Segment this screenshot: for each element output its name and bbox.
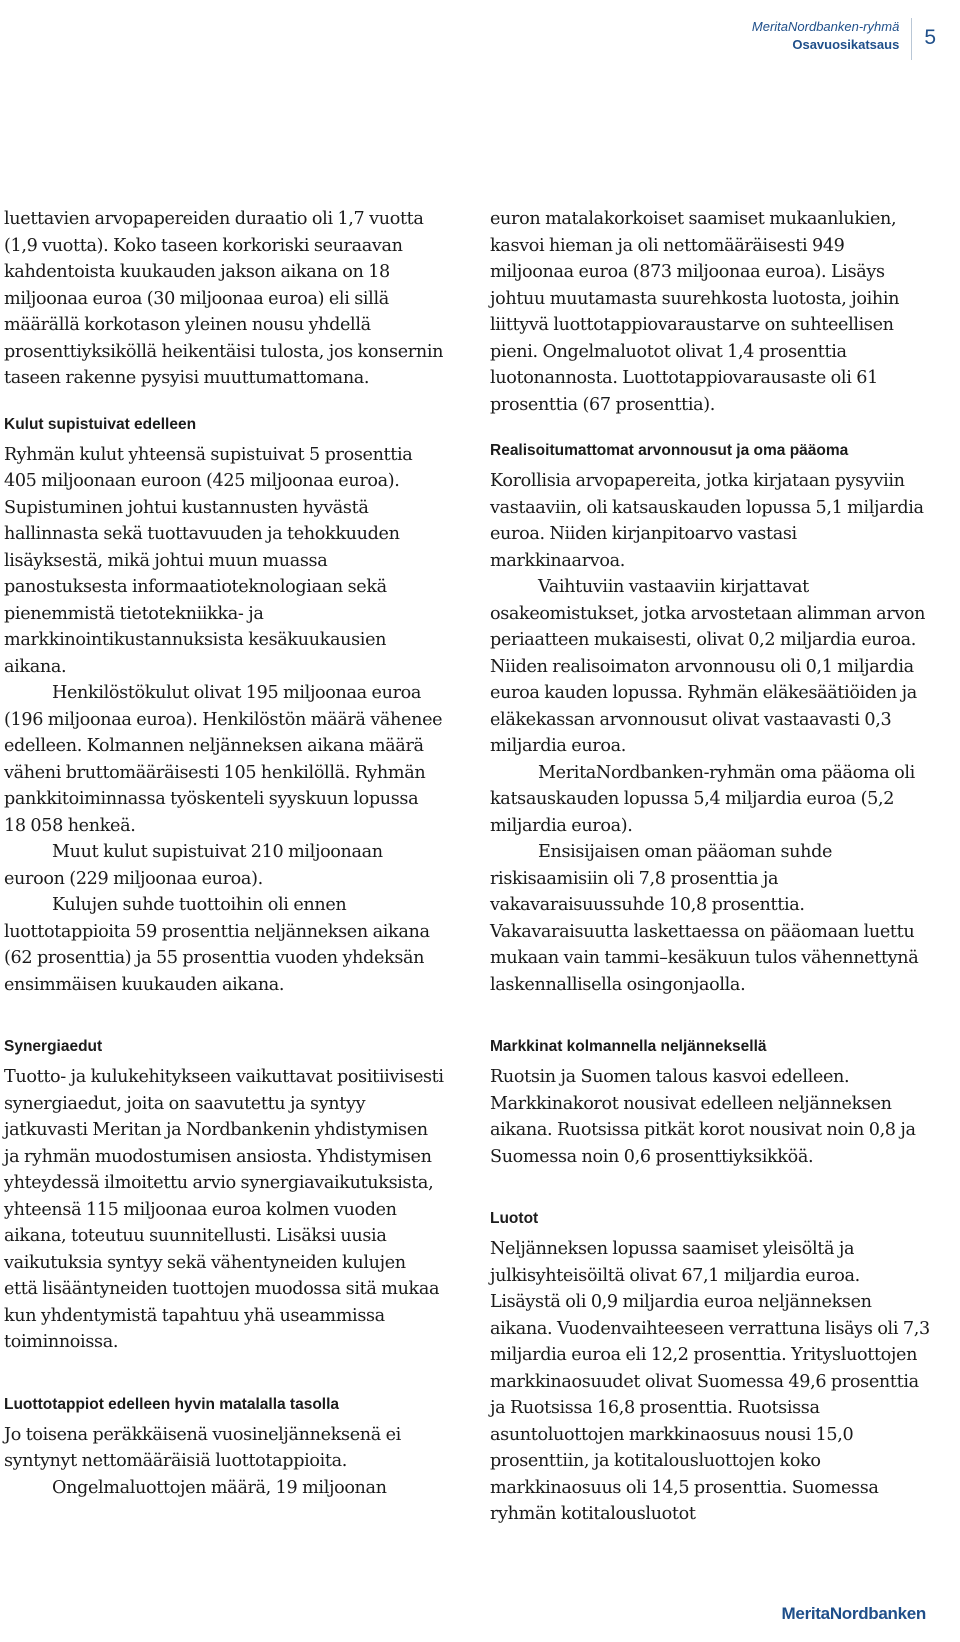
section-heading: Synergiaedut <box>4 1038 103 1055</box>
paragraph: Ryhmän kulut yhteensä supistuivat 5 prosenttia 405 miljoonaan euroon (425 miljoonaa euroa). Supistuminen johtui kustannusten hyvästä hallinnasta sekä tuottavuuden ja tehokkuuden lisäyksestä, mikä johtui muun muassa panostuksesta informaatioteknologiaan sekä pienemmistä tietotekniikka- ja markkinointikustannuksista kesäkuukausien aikana. <box>4 444 413 677</box>
header-text <box>752 18 912 60</box>
page-number: 5 <box>924 26 936 49</box>
section-heading: Luotot <box>490 1210 539 1227</box>
paragraph: MeritaNordbanken-ryhmän oma pääoma oli katsauskauden lopussa 5,4 miljardia euroa (5,2 miljardia euroa). <box>490 762 915 836</box>
footer-logo: MeritaNordbanken <box>781 1604 926 1623</box>
paragraph: euron matalakorkoiset saamiset mukaanlukien, kasvoi hieman ja oli nettomääräisesti 949 miljoonaa euroa (873 miljoonaa euroa). Lisäys johtuu muutamasta suurehkosta luotosta, joihin liittyvä luottotappiovaraustarve on suhteellisen pieni. Ongelmaluotot olivat 1,4 prosenttia luotonannosta. Luottotappiovarausaste oli 61 prosenttia (67 prosenttia). <box>490 209 900 415</box>
section-heading: Kulut supistuivat edelleen <box>4 415 197 433</box>
paragraph: Tuotto- ja kulukehitykseen vaikuttavat positiivisesti synergiaedut, joita on saavutettu ja syntyy jatkuvasti Meritan ja Nordbankenin yhdistymisen ja ryhmän muodostumisen ansiosta. Yhdistymisen yhteydessä ilmoitettu arvio synergiavaikutuksista, yhteensä 115 miljoonaa euroa kolmen vuoden aikana, toteutuu suunnitellusti. Lisäksi uusia vaikutuksia syntyy sekä vähentyneiden kulujen että lisääntyneiden tuottojen muodossa sitä mukaa kun yhdentymistä tapahtuu yhä useammissa toiminnoissa. <box>4 1067 444 1352</box>
header-brand: MeritaNordbanken-ryhmä <box>751 19 900 34</box>
paragraph: Ruotsin ja Suomen talous kasvoi edelleen. Markkinakorot nousivat edelleen neljänneksen aikana. Ruotsissa pitkät korot nousivat noin 0,8 ja Suomessa noin 0,6 prosenttiyksikköä. <box>490 1067 916 1167</box>
paragraph: Korollisia arvopapereita, jotka kirjataan pysyviin vastaaviin, oli katsauskauden lopussa 5,1 miljardia euroa. Niiden kirjanpitoarvo vastasi markkinaarvoa. <box>490 471 924 571</box>
right-column <box>490 206 930 1528</box>
paragraph: Kulujen suhde tuottoihin oli ennen luottotappioita 59 prosenttia neljänneksen aikana (62 prosenttia) ja 55 prosenttia vuoden yhdeksän ensimmäisen kuukauden aikana. <box>4 895 430 995</box>
paragraph: Jo toisena peräkkäisenä vuosineljänneksenä ei syntynyt nettomääräisiä luottotappioita. <box>4 1424 401 1471</box>
left-column <box>4 206 444 1501</box>
section-heading: Luottotappiot edelleen hyvin matalalla tasolla <box>4 1395 340 1413</box>
header-doc-title: Osavuosikatsaus <box>792 37 900 52</box>
paragraph: Muut kulut supistuivat 210 miljoonaan euroon (229 miljoonaa euroa). <box>4 842 383 889</box>
section-heading: Markkinat kolmannella neljänneksellä <box>490 1038 767 1055</box>
paragraph: Vaihtuviin vastaaviin kirjattavat osakeomistukset, jotka arvostetaan alimman arvon periaatteen mukaisesti, olivat 0,2 miljardia euroa. Niiden realisoimaton arvonnousu oli 0,1 miljardia euroa kauden lopussa. Ryhmän eläkesäätiöiden ja eläkekassan arvonnousut olivat vastaavasti 0,3 miljardia euroa. <box>490 577 926 756</box>
page-header <box>752 18 936 60</box>
paragraph: Henkilöstökulut olivat 195 miljoonaa euroa (196 miljoonaa euroa). Henkilöstön määrä vähenee edelleen. Kolmannen neljänneksen aikana määrä väheni bruttomääräisesti 105 henkilöllä. Ryhmän pankkitoiminnassa työskenteli syyskuun lopussa 18 058 henkeä. <box>4 683 443 836</box>
paragraph: Ongelmaluottojen määrä, 19 miljoonan <box>52 1477 387 1498</box>
paragraph: Neljänneksen lopussa saamiset yleisöltä ja julkisyhteisöiltä olivat 67,1 miljardia euroa. Lisäystä oli 0,9 miljardia euroa neljänneksen aikana. Vuodenvaihteeseen verrattuna lisäys oli 7,3 miljardia euroa eli 12,2 prosenttia. Yritysluottojen markkinaosuudet olivat Suomessa 49,6 prosenttia ja Ruotsissa 16,8 prosenttia. Ruotsissa asuntoluottojen markkinaosuus nousi 15,0 prosenttiin, ja kotitalousluottojen koko markkinaosuus oli 14,5 prosenttia. Suomessa ryhmän kotitalousluotot <box>490 1239 930 1524</box>
paragraph: Ensisijaisen oman pääoman suhde riskisaamisiin oli 7,8 prosenttia ja vakavaraisuussuhde 10,8 prosenttia. Vakavaraisuutta laskettaessa on pääomaan luettu mukaan vain tammi–kesäkuun tulos vähennettynä laskennallisella osingonjaolla. <box>490 842 919 995</box>
paragraph: luettavien arvopapereiden duraatio oli 1,7 vuotta (1,9 vuotta). Koko taseen korkoriski seuraavan kahdentoista kuukauden jakson aikana on 18 miljoonaa euroa (30 miljoonaa euroa) eli sillä määrällä korkotason yleinen nousu yhdellä prosenttiyksiköllä heikentäisi tulosta, jos konsernin taseen rakenne pysyisi muuttumattomana. <box>4 209 444 388</box>
section-heading: Realisoitumattomat arvonnousut ja oma pääoma <box>490 442 849 459</box>
